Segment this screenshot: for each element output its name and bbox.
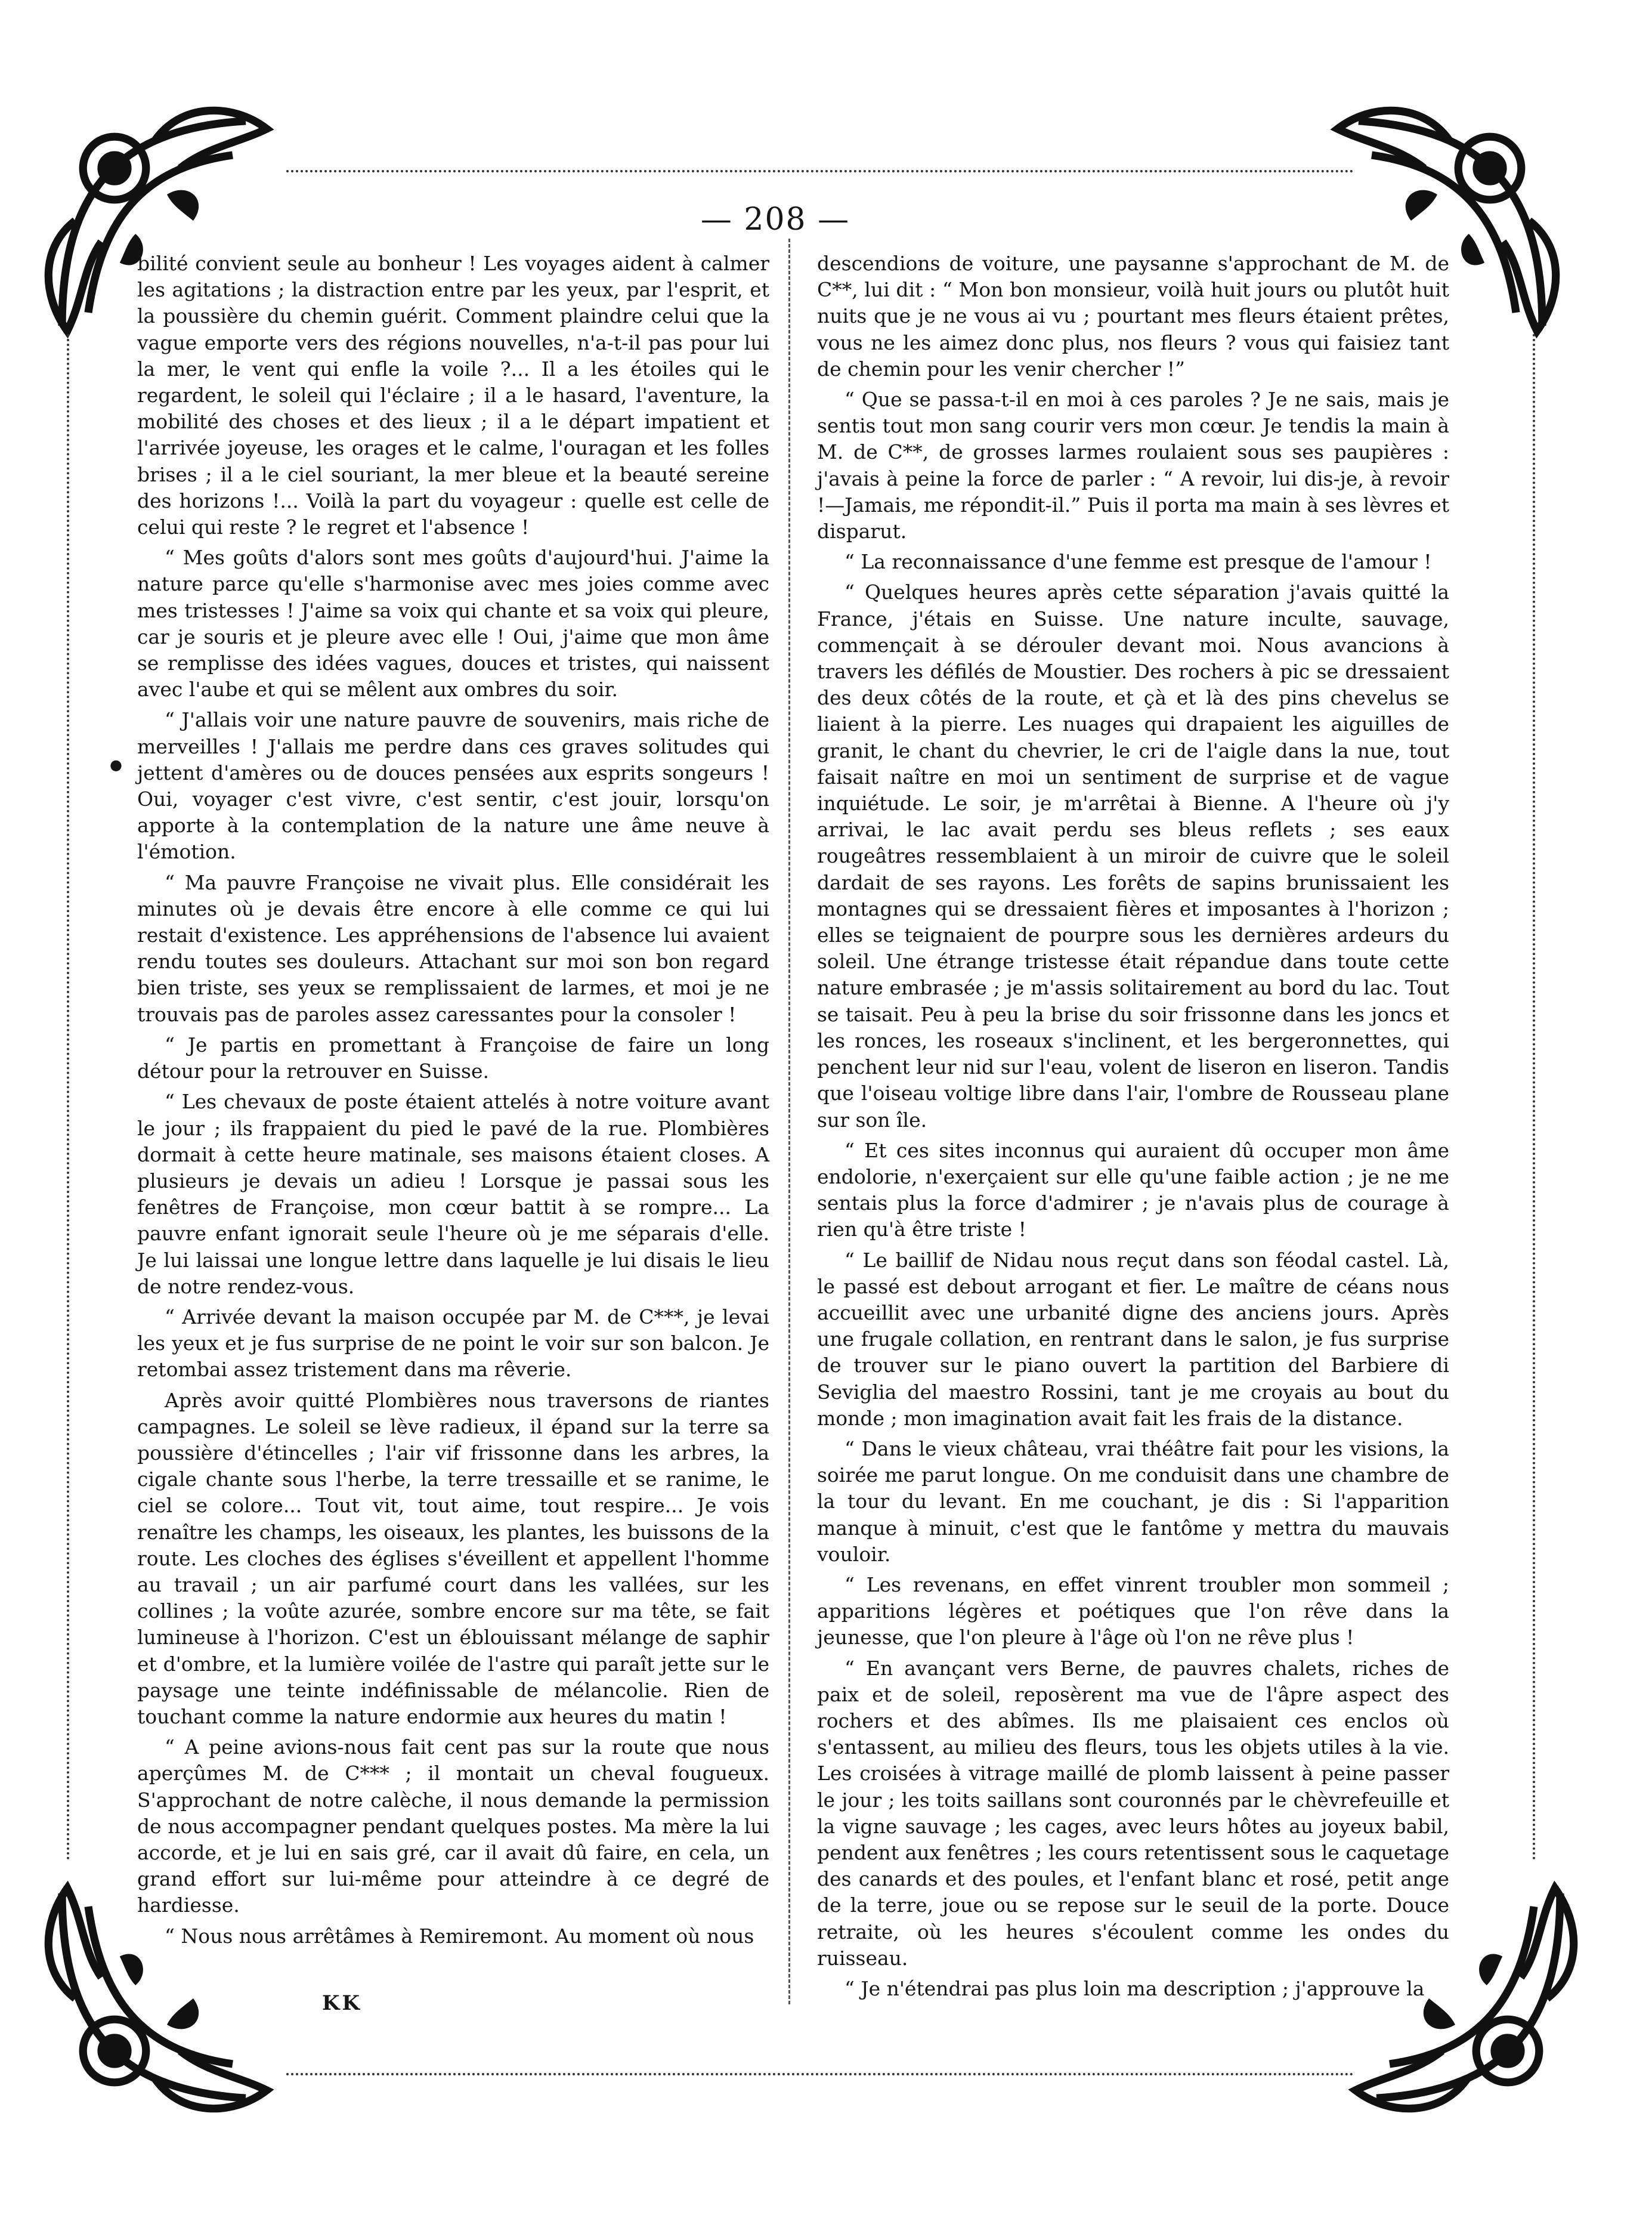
paragraph: “ Que se passa-t-il en moi à ces paroles ? Je ne sais, mais je sentis tout mon sang courir vers mon cœur. Je tendis la main à M. de C**, de grosses larmes roulaient sous ses paupières : j'avais à peine la force de parler : “ A revoir, lui dis-je, à revoir !—Jamais, me répondit-il.” Puis il porta ma main à ses lèvres et disparut. [817, 388, 1449, 543]
paragraph: descendions de voiture, une paysanne s'approchant de M. de C**, lui dit : “ Mon bon monsieur, voilà huit jours ou plutôt huit nuits que je ne vous ai vu ; pourtant mes fleurs étaient prêtes, vous ne les aimez donc plus, nos fleurs ? vous qui faisiez tant de chemin pour les venir chercher !” [817, 252, 1449, 381]
page-number: — 208 — [700, 202, 850, 237]
paragraph: “ Ma pauvre Françoise ne vivait plus. Elle considérait les minutes où je devais être encore à elle comme ce qui lui restait d'existence. Les appréhensions de l'absence lui avaient rendu toutes ses douleurs. Attachant sur moi son bon regard bien triste, ses yeux se remplissaient de larmes, et moi je ne trouvais pas de paroles assez caressantes pour la consoler ! [137, 870, 769, 1026]
paragraph: “ Les chevaux de poste étaient attelés à notre voiture avant le jour ; ils frappaient du pied le pavé de la rue. Plombières dormait à cette heure matinale, ses maisons étaient closes. A plusieurs je devais un adieu ! Lorsque je passai sous les fenêtres de Françoise, mon cœur battit à se rompre... La pauvre enfant ignorait seule l'heure où je me séparais d'elle. Je lui laissai une longue lettre dans laquelle je lui disais le lieu de notre rendez-vous. [137, 1090, 769, 1298]
paragraph: “ Mes goûts d'alors sont mes goûts d'aujourd'hui. J'aime la nature parce qu'elle s'harmonise avec mes joies comme avec mes tristesses ! J'aime sa voix qui chante et sa voix qui pleure, car je souris et je pleure avec elle ! Oui, j'aime que mon âme se remplisse des idées vagues, douces et tristes, qui naissent avec l'aube et qui se mêlent aux ombres du soir. [137, 546, 769, 702]
paragraph: “ Nous nous arrêtâmes à Remiremont. Au moment où nous [165, 1924, 754, 1948]
margin-bullet-icon: ● [110, 756, 122, 773]
paragraph: “ Dans le vieux château, vrai théâtre fait pour les visions, la soirée me parut longue. On me conduisit dans une chambre de la tour du levant. En me couchant, je dis : Si l'apparition manque à minuit, c'est que le fantôme y mettra du mauvais vouloir. [817, 1436, 1449, 1566]
paragraph: “ Je partis en promettant à Françoise de faire un long détour pour la retrouver en Suisse. [137, 1033, 769, 1083]
paragraph: “ En avançant vers Berne, de pauvres chalets, riches de paix et de soleil, reposèrent ma vue de l'âpre aspect des rochers et des abîmes. Ils me plaisaient ces enclos où s'entassent, au milieu des fleurs, tous les objets utiles à la vie. Les croisées à vitrage maillé de plomb laissent à peine passer le jour ; les toits saillans sont couronnés par le chèvrefeuille et la vigne sauvage ; les cages, avec leurs hôtes au joyeux babil, pendent aux fenêtres ; les cours retentissent sous le caquetage des canards et des poules, et l'enfant blanc et rosé, petit ange de la terre, joue ou se repose sur le seuil de la porte. Douce retraite, où les heures s'écoulent comme les ondes du ruisseau. [817, 1656, 1449, 1970]
paragraph: “ Les revenans, en effet vinrent troubler mon sommeil ; apparitions légères et poétiques que l'on rêve dans la jeunesse, que l'on pleure à l'âge où l'on ne rêve plus ! [817, 1572, 1449, 1649]
paragraph: “ Et ces sites inconnus qui auraient dû occuper mon âme endolorie, n'exerçaient sur elle qu'une faible action ; je ne me sentais plus la force d'admirer ; je n'avais plus de courage à rien qu'à être triste ! [817, 1138, 1449, 1241]
paragraph: “ Arrivée devant la maison occupée par M. de C***, je levai les yeux et je fus surprise de ne point le voir sur son balcon. Je retombai assez tristement dans ma rêverie. [137, 1305, 769, 1382]
paragraph: “ La reconnaissance d'une femme est presque de l'amour ! [844, 550, 1432, 574]
paragraph: “ Quelques heures après cette séparation j'avais quitté la France, j'étais en Suisse. Une nature inculte, sauvage, commençait à se dérouler devant moi. Nous avancions à travers les défilés de Moustier. Des rochers à pic se dressaient des deux côtés de la route, et çà et là des pins chevelus se liaient à la pierre. Les nuages qui drapaient les aiguilles de granit, le chant du chevrier, le cri de l'aigle dans la nue, tout faisait naître en moi un sentiment de surprise et de vague inquiétude. Le soir, je m'arrêtai à Bienne. A l'heure où j'y arrivai, le lac avait perdu ses bleus reflets ; ses eaux rougeâtres ressemblaient à un miroir de cuivre que le soleil dardait de ses rayons. Les forêts de sapins brunissaient les montagnes qui se dressaient fières et imposantes à l'horizon ; elles se teignaient de pourpre sous les dernières ardeurs du soleil. Une étrange tristesse était répandue dans toute cette nature embrasée ; je m'assis solitairement au bord du lac. Tout se taisait. Peu à peu la brise du soir frissonne dans les joncs et les ronces, les roseaux s'inclinent, et les bergeronnettes, qui penchent leur nid sur l'eau, volent de liseron en liseron. Tandis que l'oiseau voltige libre dans l'air, l'ombre de Rousseau plane sur son île. [817, 580, 1449, 1132]
paragraph: “ A peine avions-nous fait cent pas sur la route que nous aperçûmes M. de C*** ; il montait un cheval fougueux. S'approchant de notre calèche, il nous demande la permission de nous accompagner pendant quelques postes. Ma mère la lui accorde, et je lui en sais gré, car il avait dû faire, en cela, un grand effort sur lui-même pour atteindre à ce degré de hardiesse. [137, 1735, 769, 1917]
left-column [137, 251, 769, 1954]
paragraph: “ Je n'étendrai pas plus loin ma description ; j'approuve la [844, 1977, 1425, 2000]
signature-mark: KK [322, 1991, 363, 2015]
left-border-rule [67, 334, 69, 1861]
paragraph: Après avoir quitté Plombières nous traversons de riantes campagnes. Le soleil se lève radieux, il épand sur la terre sa poussière d'étincelles ; l'air vif frissonne dans les arbres, la cigale chante sous l'herbe, la terre tressaille et se ranime, le ciel se colore... Tout vit, tout aime, tout respire... Je vois renaître les champs, les oiseaux, les plantes, les buissons de la route. Les cloches des églises s'éveillent et appellent l'homme au travail ; un air parfumé court dans les vallées, sur les collines ; la voûte azurée, sombre encore sur ma tête, se fait lumineuse à l'horizon. C'est un éblouissant mélange de saphir et d'ombre, et la lumière voilée de l'astre qui paraît jette sur le paysage une teinte indéfinissable de mélancolie. Rien de touchant comme la nature endormie aux heures du matin ! [137, 1388, 769, 1728]
paragraph: bilité convient seule au bonheur ! Les voyages aident à calmer les agitations ; la distraction entre par les yeux, par l'esprit, et la poussière du chemin guérit. Comment plaindre celui que la vague emporte vers des régions nouvelles, n'a-t-il pas pour lui la mer, le vent qui enfle la voile ?... Il a les étoiles qui le regardent, le soleil qui l'éclaire ; il a le hasard, l'aventure, la mobilité des choses et des lieux ; il a le départ impatient et l'arrivée joyeuse, les orages et le calme, l'ouragan et les folles brises ; il a le ciel souriant, la mer bleue et la beauté sereine des horizons !... Voilà la part du voyageur : quelle est celle de celui qui reste ? le regret et l'absence ! [137, 252, 769, 539]
right-border-rule [1533, 334, 1535, 1861]
paragraph: “ J'allais voir une nature pauvre de souvenirs, mais riche de merveilles ! J'allais me perdre dans ces graves solitudes qui jettent d'amères ou de douces pensées aux esprits songeurs ! Oui, voyager c'est vivre, c'est sentir, c'est jouir, lorsqu'on apporte à la contemplation de la nature une âme neuve à l'émotion. [137, 708, 769, 864]
top-border-rule [286, 170, 1354, 172]
column-divider [788, 239, 790, 2004]
bottom-border-rule [286, 2073, 1354, 2075]
paragraph: “ Le baillif de Nidau nous reçut dans son féodal castel. Là, le passé est debout arrogant et fier. Le maître de céans nous accueillit avec une urbanité digne des anciens jours. Après une frugale collation, en rentrant dans le salon, je fus surprise de trouver sur le piano ouvert la partition del Barbiere di Seviglia del maestro Rossini, tant je me croyais au bout du monde ; mon imagination avait fait les frais de la distance. [817, 1248, 1449, 1430]
right-column [817, 251, 1449, 2006]
